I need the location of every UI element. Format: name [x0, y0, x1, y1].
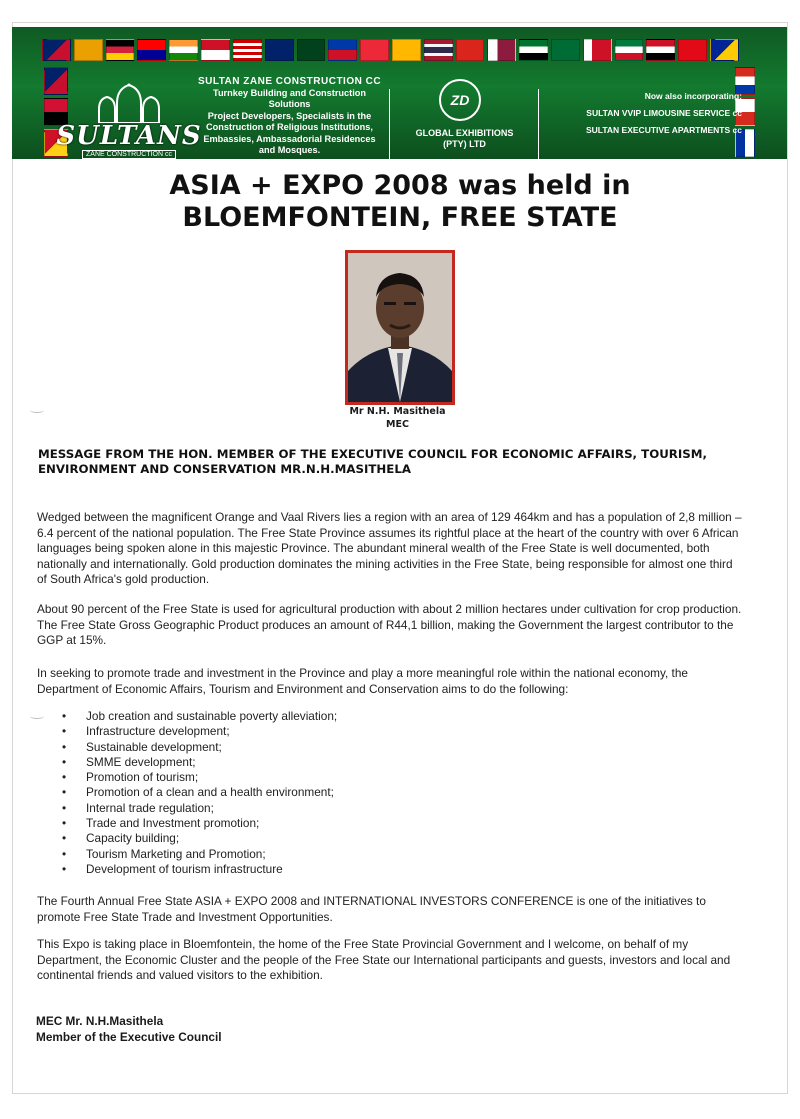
exhibitions-name — [407, 128, 522, 150]
exhibitions-line: GLOBAL EXHIBITIONS — [415, 128, 514, 138]
list-item-text: Job creation and sustainable poverty alleviation; — [86, 709, 338, 723]
list-item: • SMME development; — [62, 754, 196, 769]
company-line: Embassies, Ambassadorial Residences — [203, 133, 376, 144]
portrait-image — [348, 253, 452, 402]
list-item-text: SMME development; — [86, 754, 196, 769]
portrait-photo — [345, 250, 455, 405]
flag-icon — [297, 39, 326, 61]
company-line: and Mosques. — [258, 145, 321, 155]
company-line: Turnkey Building and Construction Solutions — [213, 87, 366, 109]
signoff-title: Member of the Executive Council — [36, 1030, 222, 1044]
list-item: • Promotion of tourism; — [62, 770, 199, 785]
list-item-text: Internal trade regulation; — [86, 800, 214, 815]
list-item-text: Tourism Marketing and Promotion; — [86, 846, 266, 861]
flag-icon — [106, 39, 135, 61]
list-item-text: Capacity building; — [86, 831, 180, 846]
list-item: • Trade and Investment promotion; — [62, 816, 260, 831]
flags-row — [42, 39, 739, 61]
exhibitions-line: (PTY) LTD — [443, 139, 486, 149]
list-item-text: Infrastructure development; — [86, 724, 230, 739]
scan-mark — [30, 408, 44, 413]
flag-icon — [169, 39, 198, 61]
paragraph: In seeking to promote trade and investment in the Province and play a more meaningful role within the national economy, the Department of Economic Affairs, Tourism and Environment and Conservation aims to do the following: — [37, 666, 688, 696]
flag-icon — [615, 39, 644, 61]
page-title: ASIA + EXPO 2008 was held in BLOEMFONTEIN, FREE STATE — [169, 170, 631, 233]
list-item: • Promotion of a clean and a health environment; — [62, 785, 334, 800]
company-line: Construction of Religious Institutions, — [206, 122, 373, 132]
list-item: • Job creation and sustainable poverty alleviation; — [62, 709, 338, 723]
list-item-text: Promotion of tourism; — [86, 770, 199, 785]
flag-icon — [487, 39, 516, 61]
sultans-logo — [56, 79, 202, 159]
globe-icon — [439, 79, 481, 121]
flag-icon — [710, 39, 739, 61]
incorporating-item: SULTAN VVIP LIMOUSINE SERVICE cc — [586, 108, 742, 118]
objectives-list — [62, 709, 462, 877]
list-item-text: Development of tourism infrastructure — [86, 861, 283, 876]
flag-icon — [646, 39, 675, 61]
flag-icon — [44, 67, 68, 95]
flag-icon — [233, 39, 262, 61]
company-block — [192, 76, 387, 157]
message-heading: MESSAGE FROM THE HON. MEMBER OF THE EXECUTIVE COUNCIL FOR ECONOMIC AFFAIRS, TOURISM, ENVIRONMENT AND CONSERVATION MR.N.H.MASITHELA — [38, 447, 707, 476]
photo-caption — [320, 405, 475, 431]
logo-wordmark: SULTANS — [56, 121, 202, 151]
incorporating-label: Now also incorporating: — [644, 91, 742, 101]
globe-text: ZD — [450, 92, 470, 108]
list-item: • Capacity building; — [62, 831, 180, 846]
flag-icon — [201, 39, 230, 61]
flag-icon — [74, 39, 103, 61]
list-item-text: Trade and Investment promotion; — [86, 816, 260, 831]
flag-icon — [551, 39, 580, 61]
divider — [389, 89, 390, 159]
list-item: • Development of tourism infrastructure — [62, 861, 283, 876]
list-item: • Sustainable development; — [62, 739, 222, 754]
flag-icon — [42, 39, 71, 61]
domes-icon — [89, 83, 169, 123]
list-item-text: Promotion of a clean and a health environment; — [86, 785, 334, 800]
list-item: • Tourism Marketing and Promotion; — [62, 846, 266, 861]
paragraph: About 90 percent of the Free State is used for agricultural production with about 2 million hectares under cultivation for crop production. The Free State Gross Geographic Product produces an amount of R44,1 billion, making the Government the largest contributor to the GGP at 15%. — [37, 602, 742, 647]
flag-icon — [456, 39, 485, 61]
flag-icon — [519, 39, 548, 61]
scan-mark — [30, 714, 44, 719]
flag-icon — [265, 39, 294, 61]
signoff-name: MEC Mr. N.H.Masithela — [36, 1014, 164, 1028]
logo-subtext: ZANE CONSTRUCTION cc — [82, 150, 176, 159]
list-item: • Internal trade regulation; — [62, 800, 214, 815]
incorporating-item: SULTAN EXECUTIVE APARTMENTS cc — [585, 125, 742, 135]
incorporating-block — [557, 90, 742, 141]
signature-block — [36, 1013, 222, 1045]
flag-icon — [328, 39, 357, 61]
flag-icon — [678, 39, 707, 61]
flag-icon — [360, 39, 389, 61]
paragraph: This Expo is taking place in Bloemfontein, the home of the Free State Provincial Government and I welcome, on behalf of my Department, the Economic Cluster and the people of the Free State our International participants and guests, investors and local and continental friends and valued visitors to the exhibition. — [37, 937, 731, 982]
company-line: Project Developers, Specialists in the — [207, 110, 372, 121]
flag-icon — [424, 39, 453, 61]
divider — [538, 89, 539, 159]
list-item: • Infrastructure development; — [62, 724, 230, 739]
flag-icon — [392, 39, 421, 61]
flag-icon — [583, 39, 612, 61]
caption-name: Mr N.H. Masithela — [349, 406, 446, 417]
list-item-text: Sustainable development; — [86, 739, 222, 754]
flag-icon — [137, 39, 166, 61]
company-name: SULTAN ZANE CONSTRUCTION CC — [197, 76, 382, 87]
paragraph: The Fourth Annual Free State ASIA + EXPO 2008 and INTERNATIONAL INVESTORS CONFERENCE is one of the initiatives to promote Free State Trade and Investment Opportunities. — [37, 894, 706, 924]
letterhead-banner — [12, 27, 787, 159]
paragraph: Wedged between the magnificent Orange and Vaal Rivers lies a region with an area of 129 464km and has a population of 2,8 million – 6.4 percent of the national population. The Free State Province assumes its rightful place at the heart of the country with over 6 African languages being spoken alone in this majestic Province. The abundant mineral wealth of the Free State is well documented, both nationally and internationally. Gold production dominates the mining activities in the Free State, being responsible for almost one third of South Africa's gold production. — [37, 510, 742, 586]
caption-role: MEC — [386, 419, 409, 430]
